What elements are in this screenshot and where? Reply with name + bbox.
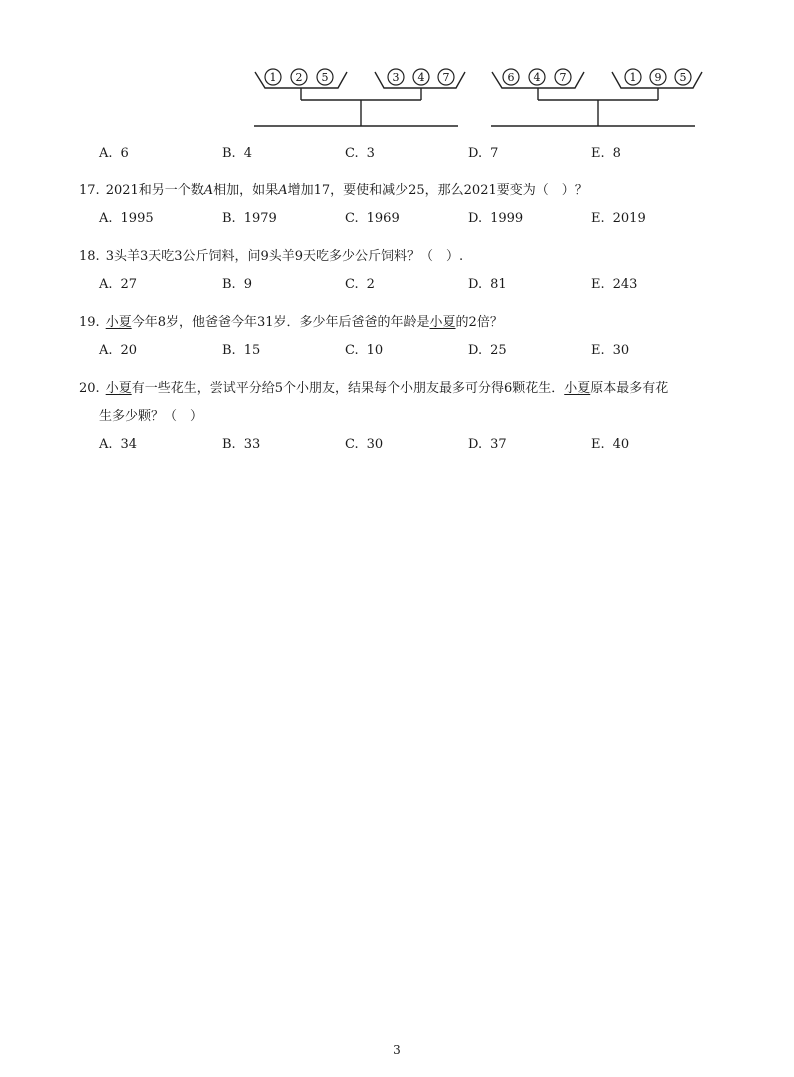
q17-option-c[interactable]: C. 1969 <box>345 211 400 226</box>
q18-number: 18. <box>79 249 100 264</box>
q19-option-e[interactable]: E. 30 <box>591 343 630 358</box>
weight-b1-left-2 <box>291 69 307 85</box>
q19-option-c[interactable]: C. 10 <box>345 343 384 358</box>
q18-option-b[interactable]: B. 9 <box>222 277 252 292</box>
svg-text:6: 6 <box>507 71 515 84</box>
svg-text:1: 1 <box>629 71 637 84</box>
q17-number: 17. <box>79 183 100 198</box>
q19-option-b[interactable]: B. 15 <box>222 343 261 358</box>
name-xiaoxia: 小夏 <box>564 381 591 396</box>
q18-option-d[interactable]: D. 81 <box>468 277 507 292</box>
weight-b1-left-1 <box>265 69 281 85</box>
weight-b1-left-3 <box>317 69 333 85</box>
q17-option-e[interactable]: E. 2019 <box>591 211 646 226</box>
svg-text:5: 5 <box>679 71 687 84</box>
q20-option-b[interactable]: B. 33 <box>222 437 261 452</box>
svg-text:7: 7 <box>559 71 567 84</box>
weight-b2-left-1 <box>503 69 519 85</box>
q20-option-d[interactable]: D. 37 <box>468 437 507 452</box>
weight-b1-right-3 <box>438 69 454 85</box>
svg-text:2: 2 <box>295 71 303 84</box>
q20-question: 20. 小夏有一些花生，尝试平分给5个小朋友，结果每个小朋友最多可分得6颗花生．小夏原本最多有花 <box>79 381 669 396</box>
q16-option-d[interactable]: D. 7 <box>468 146 499 161</box>
q18-option-e[interactable]: E. 243 <box>591 277 638 292</box>
name-xiaoxia: 小夏 <box>105 315 132 330</box>
q17-question: 17. 2021和另一个数A相加，如果A增加17，要使和减少25，那么2021要变为（ ）？ <box>79 183 588 198</box>
q19-number: 19. <box>79 315 100 330</box>
weight-b2-right-1 <box>625 69 641 85</box>
svg-text:7: 7 <box>442 71 450 84</box>
q19-option-d[interactable]: D. 25 <box>468 343 507 358</box>
q16-option-b[interactable]: B. 4 <box>222 146 252 161</box>
svg-text:1: 1 <box>269 71 277 84</box>
weight-b1-right-1 <box>388 69 404 85</box>
svg-text:4: 4 <box>533 71 541 84</box>
q18-option-c[interactable]: C. 2 <box>345 277 375 292</box>
weight-b2-left-2 <box>529 69 545 85</box>
q16-option-a[interactable]: A. 6 <box>99 146 129 161</box>
balance-figures <box>0 0 794 135</box>
q16-option-c[interactable]: C. 3 <box>345 146 375 161</box>
q20-question-line2: 生多少颗？（ ） <box>99 409 204 424</box>
svg-text:9: 9 <box>654 71 662 84</box>
q20-option-c[interactable]: C. 30 <box>345 437 384 452</box>
weight-b2-right-2 <box>650 69 666 85</box>
weight-b1-right-2 <box>413 69 429 85</box>
weight-b2-right-3 <box>675 69 691 85</box>
q20-option-e[interactable]: E. 40 <box>591 437 630 452</box>
q19-option-a[interactable]: A. 20 <box>99 343 138 358</box>
name-xiaoxia: 小夏 <box>105 381 132 396</box>
name-xiaoxia: 小夏 <box>429 315 456 330</box>
q17-option-b[interactable]: B. 1979 <box>222 211 277 226</box>
q18-question: 18. 3头羊3天吃3公斤饲料，问9头羊9天吃多少公斤饲料？（ ）. <box>79 249 464 264</box>
q17-option-d[interactable]: D. 1999 <box>468 211 524 226</box>
q20-option-a[interactable]: A. 34 <box>99 437 138 452</box>
page-number: 3 <box>393 1043 401 1057</box>
q20-number: 20. <box>79 381 100 396</box>
balance-1 <box>254 72 465 126</box>
q18-option-a[interactable]: A. 27 <box>99 277 138 292</box>
balance-2 <box>491 72 702 126</box>
svg-text:3: 3 <box>392 71 400 84</box>
svg-text:5: 5 <box>321 71 329 84</box>
svg-text:4: 4 <box>417 71 425 84</box>
q16-option-e[interactable]: E. 8 <box>591 146 621 161</box>
q19-question: 19. 小夏今年8岁，他爸爸今年31岁．多少年后爸爸的年龄是小夏的2倍？ <box>79 315 503 330</box>
weight-b2-left-3 <box>555 69 571 85</box>
q17-option-a[interactable]: A. 1995 <box>99 211 154 226</box>
